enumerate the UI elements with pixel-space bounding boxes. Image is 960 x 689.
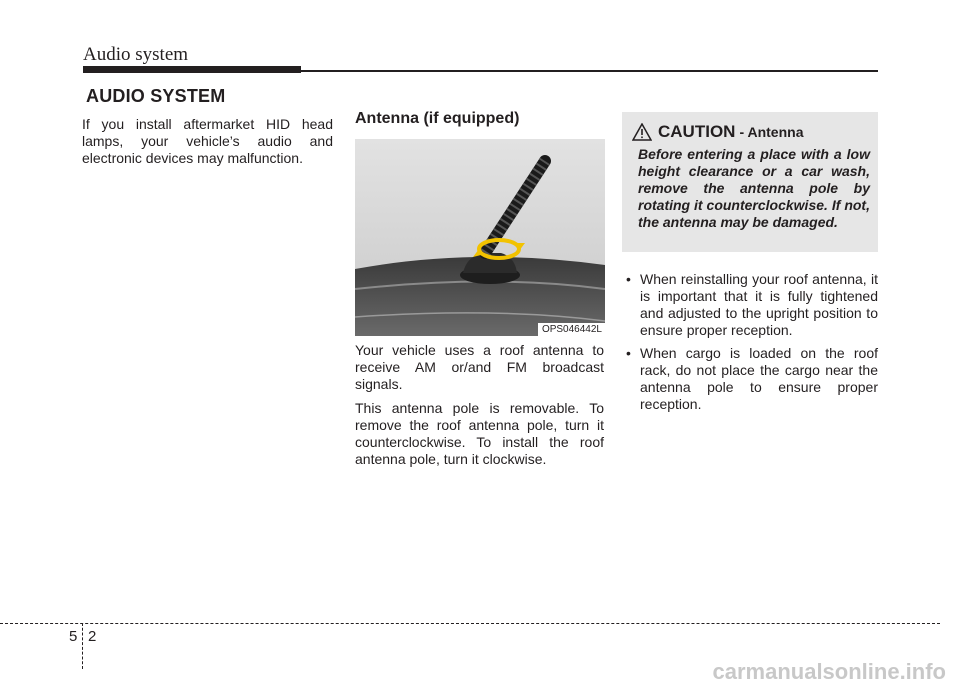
page-number: 2 <box>88 628 97 645</box>
section-title: AUDIO SYSTEM <box>86 86 226 106</box>
antenna-heading: Antenna (if equipped) <box>355 110 520 127</box>
intro-paragraph: If you install aftermarket HID head lamps, your vehicle’s audio and electronic devices may malfunction. <box>82 116 333 166</box>
watermark: carmanualsonline.info <box>712 659 946 684</box>
bullet-list <box>622 271 878 413</box>
antenna-paragraph: Your vehicle uses a roof antenna to receive AM or/and FM broadcast signals. <box>355 342 604 392</box>
caution-word: CAUTION <box>658 122 736 141</box>
bullet-item: • When cargo is loaded on the roof rack, do not place the cargo near the antenna pole to ensure proper reception. <box>622 345 878 413</box>
warning-triangle-icon <box>632 123 652 141</box>
antenna-figure <box>355 139 605 336</box>
bullet-list-container <box>622 271 878 419</box>
intro-column <box>82 116 333 174</box>
caution-box <box>622 112 878 252</box>
figure-label: OPS046442L <box>538 323 605 336</box>
roof-antenna-illustration <box>355 139 605 336</box>
page-chapter-number: 5 <box>69 628 78 645</box>
bullet-item: • When reinstalling your roof antenna, it is important that it is fully tightened and adjusted to the upright position to ensure proper reception. <box>622 271 878 339</box>
caution-text: Before entering a place with a low height clearance or a car wash, remove the antenna pole by rotating it counterclockwise. If not, the antenna may be damaged. <box>638 146 870 230</box>
header-title: Audio system <box>83 44 189 65</box>
footer-rule <box>0 623 940 624</box>
antenna-text-column <box>355 342 604 475</box>
header-rule-thin <box>301 70 878 72</box>
caution-header <box>632 122 804 142</box>
header-rule-thick <box>83 66 301 73</box>
caution-subject: - Antenna <box>739 124 804 140</box>
antenna-paragraph: This antenna pole is removable. To remove the roof antenna pole, turn it counterclockwise. To install the roof antenna pole, turn it clockwise. <box>355 400 604 467</box>
page-number-divider <box>82 623 83 669</box>
